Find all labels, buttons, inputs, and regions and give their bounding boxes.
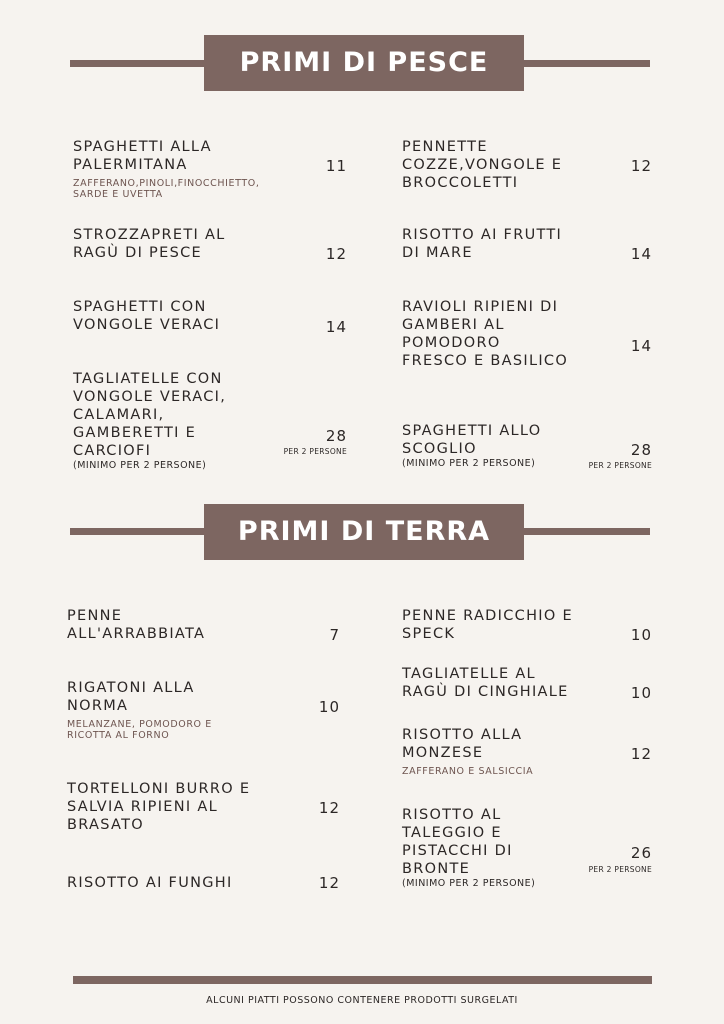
menu-item: [402, 226, 562, 262]
menu-item: [67, 607, 205, 643]
menu-item: [402, 665, 569, 701]
dish-name: RAVIOLI RIPIENI DI GAMBERI AL POMODORO FRESCO E BASILICO: [402, 299, 569, 369]
dish-price: 10: [630, 684, 652, 702]
dish-name: RISOTTO AI FUNGHI: [67, 875, 233, 891]
dish-name: PENNETTE COZZE,VONGOLE E BROCCOLETTI: [402, 139, 563, 191]
menu-item: [402, 422, 542, 470]
dish-name: RISOTTO ALLA MONZESE: [402, 727, 523, 761]
dish-price: 12: [318, 799, 340, 817]
dish-price: 14: [325, 318, 347, 336]
dish-price: 12: [630, 157, 652, 175]
dish-name: TAGLIATELLE CON VONGOLE VERACI, CALAMARI, GAMBERETTI E CARCIOFI: [73, 371, 227, 459]
menu-item: [67, 874, 233, 892]
dish-name: SPAGHETTI ALLO SCOGLIO: [402, 423, 542, 457]
dish-name: RIGATONI ALLA NORMA: [67, 680, 195, 714]
menu-item: [67, 780, 250, 834]
dish-price: 28: [325, 427, 347, 445]
dish-name: STROZZAPRETI AL RAGÙ DI PESCE: [73, 227, 226, 261]
dish-name: SPAGHETTI ALLA PALERMITANA: [73, 139, 212, 173]
dish-price: 7: [329, 626, 340, 644]
price-note: PER 2 PERSONE: [588, 865, 652, 874]
menu-item: [402, 806, 535, 890]
menu-item: [402, 298, 568, 370]
dish-description: ZAFFERANO E SALSICCIA: [402, 766, 534, 777]
section-title-pesce: PRIMI DI PESCE: [204, 35, 524, 91]
dish-note: (MINIMO PER 2 PERSONE): [402, 878, 536, 889]
menu-item: [73, 370, 226, 472]
dish-price: 10: [318, 698, 340, 716]
dish-name: PENNE ALL'ARRABBIATA: [67, 608, 206, 642]
price-note: PER 2 PERSONE: [283, 447, 347, 456]
menu-item: [402, 138, 562, 192]
dish-description: ZAFFERANO,PINOLI,FINOCCHIETTO, SARDE E UVETTA: [73, 178, 260, 200]
menu-item: [73, 138, 260, 200]
dish-description: MELANZANE, POMODORO E RICOTTA AL FORNO: [67, 719, 212, 741]
menu-item: [73, 226, 226, 262]
section-title-terra: PRIMI DI TERRA: [204, 504, 524, 560]
menu-item: [73, 298, 220, 334]
dish-price: 10: [630, 626, 652, 644]
dish-name: TAGLIATELLE AL RAGÙ DI CINGHIALE: [402, 666, 569, 700]
dish-price: 12: [630, 745, 652, 763]
dish-price: 26: [630, 844, 652, 862]
dish-price: 14: [630, 337, 652, 355]
dish-note: (MINIMO PER 2 PERSONE): [402, 458, 536, 469]
dish-name: TORTELLONI BURRO E SALVIA RIPIENI AL BRASATO: [67, 781, 251, 833]
price-note: PER 2 PERSONE: [588, 461, 652, 470]
dish-price: 11: [325, 157, 347, 175]
dish-name: RISOTTO AL TALEGGIO E PISTACCHI DI BRONTE: [402, 807, 513, 877]
footer-note: ALCUNI PIATTI POSSONO CONTENERE PRODOTTI SURGELATI: [206, 995, 518, 1006]
dish-name: RISOTTO AI FRUTTI DI MARE: [402, 227, 563, 261]
dish-price: 12: [318, 874, 340, 892]
dish-name: SPAGHETTI CON VONGOLE VERACI: [73, 299, 221, 333]
dish-price: 12: [325, 245, 347, 263]
menu-item: [402, 607, 573, 643]
dish-price: 14: [630, 245, 652, 263]
menu-item: [67, 679, 212, 741]
dish-price: 28: [630, 441, 652, 459]
dish-name: PENNE RADICCHIO E SPECK: [402, 608, 573, 642]
footer-rule: [73, 976, 652, 984]
menu-item: [402, 726, 533, 777]
dish-note: (MINIMO PER 2 PERSONE): [73, 460, 207, 471]
